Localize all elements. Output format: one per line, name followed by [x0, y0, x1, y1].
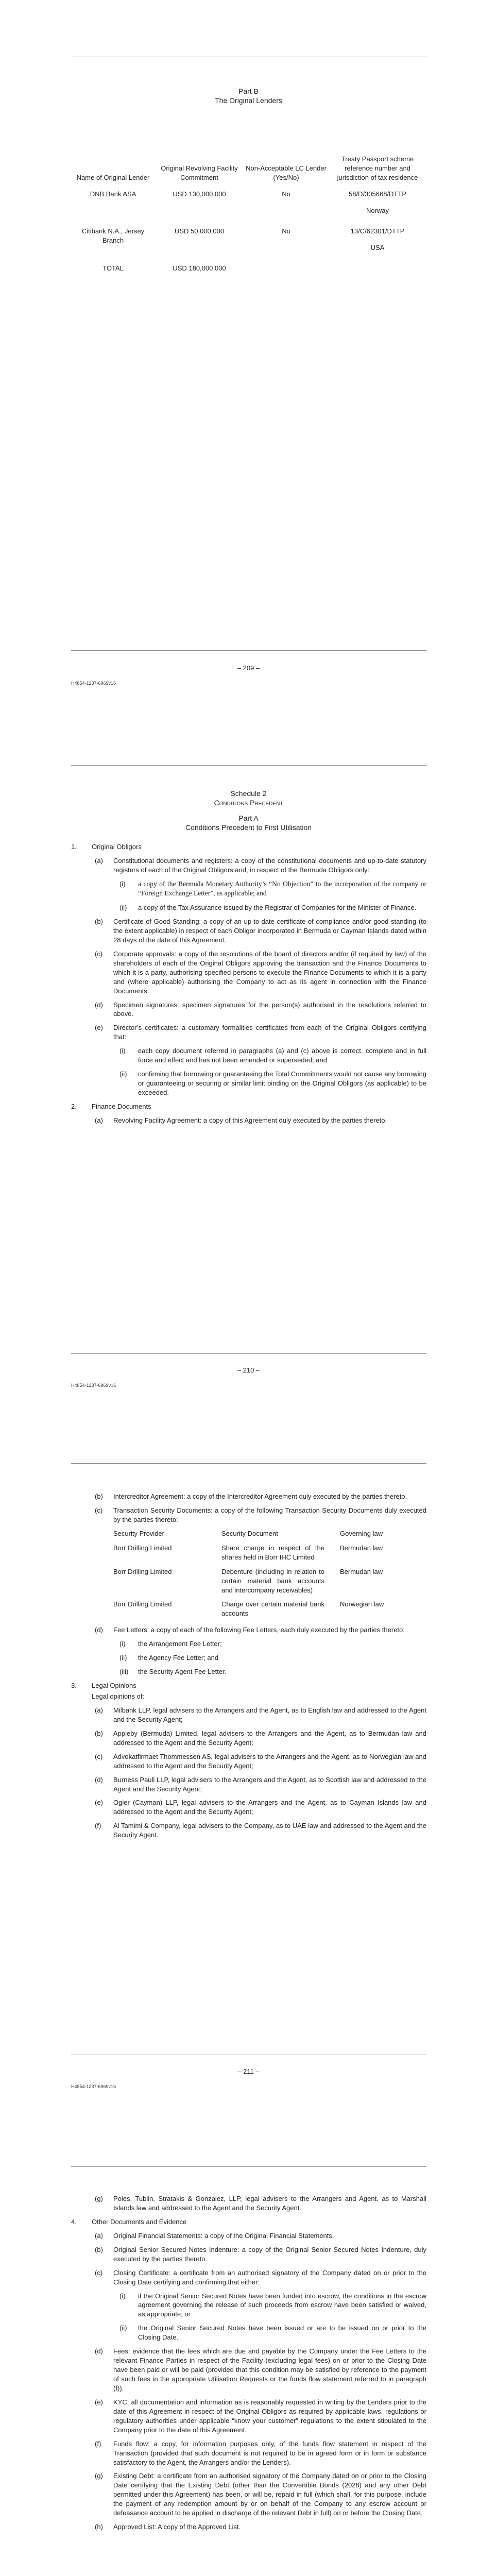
para-b [71, 1492, 426, 1501]
lender-name: DNB Bank ASA [90, 190, 136, 198]
page-211 [0, 1406, 497, 2110]
security-document: Charge over certain material bank accounts [221, 1600, 324, 1618]
subpara-label: (i) [119, 2292, 126, 2300]
page-top-rule [71, 2166, 426, 2167]
subpara-ii [71, 903, 426, 912]
para-h [71, 2522, 426, 2532]
clause-2 [71, 1102, 426, 1111]
para-text: Existing Debt: a certificate from an authorised signatory of the Company dated on or prior to the Closing Date certifying that the Existing Debt (other than the Convertible Bonds (2028) and any other Debt permitted under this Agreement) has been, or will be, repaid in full (which shall, for this purpose, include the payment of any redemption amount by or on behalf of the Company to any escrow account or defeasance account to be applied in discharge of the relevant Debt in full) on or before the Closing Date. [113, 2472, 426, 2517]
opinion-g [71, 2194, 426, 2213]
subpara-label: (i) [119, 1640, 126, 1648]
header-commitment: Original Revolving Facility Commitment [161, 164, 238, 182]
para-e [71, 1023, 426, 1042]
para-text: Original Financial Statements: a copy of the Original Financial Statements. [113, 2231, 334, 2240]
header-document: Security Document [221, 1529, 278, 1537]
subpara-label: (i) [119, 879, 126, 888]
para-label: (b) [95, 2245, 103, 2253]
para-text: Poles, Tublin, Stratakis & Gonzalez, LLP, legal advisers to the Arrangers and Agent, as to Marshall Islands law and addressed to the Agent and the Security Agent. [113, 2195, 426, 2212]
para-b [71, 2245, 426, 2264]
table-row [71, 190, 426, 227]
para-text: Director’s certificates: a customary formalities certificates from each of the Original Obligors certifying that: [113, 1024, 426, 1041]
page-210 [0, 703, 497, 1406]
table-row [113, 1567, 422, 1600]
para-text: Advokatfirmaet Thommessen AS, legal advisers to the Arrangers and the Agent, as to Norwegian law and addressed to the Agent and the Security Agent; [113, 1752, 426, 1770]
para-a [71, 856, 426, 875]
subpara-i [71, 879, 426, 899]
para-text: Closing Certificate: a certificate from an authorised signatory of the Company dated on or prior to the Closing Date certifying and confirming that either: [113, 2268, 426, 2286]
subpara-text: confirming that borrowing or guaranteeing the Total Commitments would not cause any borrowing or guaranteeing or securing or similar limit binding on the Original Obligors (as applicable) to be exceeded. [138, 1070, 426, 1096]
part-name: Conditions Precedent to First Utilisation [185, 823, 312, 832]
header-treaty-passport: Treaty Passport scheme reference number and jurisdiction of tax residence [337, 155, 418, 182]
clause-title: Finance Documents [92, 1102, 151, 1110]
total-label: TOTAL [102, 264, 124, 272]
page-top-rule [71, 1463, 426, 1464]
page-number: – 210 – [237, 1366, 260, 1374]
subpara-ii [71, 1070, 426, 1097]
doc-reference: H4854-1237-6969v16 [71, 681, 116, 686]
para-text: Original Senior Secured Notes Indenture: a copy of the Original Senior Secured Notes Indenture, duly executed by the parties thereto. [113, 2245, 426, 2263]
clause-title: Legal Opinions [92, 1682, 136, 1690]
lender-commitment: USD 50,000,000 [174, 227, 225, 235]
total-value: USD 180,000,000 [173, 264, 226, 272]
header-lc-lender: Non-Acceptable LC Lender (Yes/No) [246, 164, 327, 182]
subpara-text: the Security Agent Fee Letter. [138, 1668, 227, 1676]
para-label: (e) [95, 1024, 103, 1032]
para-d [71, 2347, 426, 2393]
para-label: (e) [95, 2398, 103, 2406]
para-label: (d) [95, 1001, 103, 1009]
para-label: (a) [95, 856, 103, 865]
page-bottom-rule [71, 1353, 426, 1354]
subpara-text: each copy document referred in paragraphs (a) and (c) above is correct, complete and in full force and effect and has not been amended or superseded; and [138, 1047, 426, 1064]
opinion-d [71, 1775, 426, 1794]
para-text: Revolving Facility Agreement: a copy of this Agreement duly executed by the parties thereto. [113, 1116, 387, 1124]
conditions-body [71, 842, 426, 1130]
tax-jurisdiction: Norway [366, 206, 389, 214]
para-text: Specimen signatures: specimen signatures for the person(s) authorised in the resolutions referred to above. [113, 1001, 426, 1018]
table-header-row [71, 123, 426, 190]
para-e [71, 2398, 426, 2435]
opinion-a [71, 1706, 426, 1724]
para-label: (c) [95, 1506, 103, 1514]
para-label: (g) [95, 2195, 103, 2202]
para-text: Al Tamimi & Company, legal advisers to the Company, as to UAE law and addressed to the Agent and the Security Agent. [113, 1822, 426, 1839]
para-text: KYC: all documentation and information as is reasonably requested in writing by the Lenders prior to the date of this Agreement in respect of the Original Obligors as required by applicable laws, regulations or regulatory authorities under applicable “know your customer” regulations to the extent stipulated to the Company prior to the date of this Agreement. [113, 2398, 426, 2434]
para-text: Transaction Security Documents: a copy of the following Transaction Security Documents duly executed by the parties thereto: [113, 1506, 426, 1523]
page-209 [0, 0, 497, 703]
para-text: Approved List: A copy of the Approved List. [113, 2523, 241, 2531]
conditions-body [71, 2194, 426, 2536]
part-title: Part B [238, 87, 259, 95]
header-law: Governing law [340, 1529, 383, 1537]
total-row [71, 264, 426, 273]
opinion-b [71, 1729, 426, 1748]
subpara-i [71, 2292, 426, 2319]
lender-lc: No [282, 190, 290, 198]
header-lender-name: Name of Original Lender [76, 174, 150, 182]
clause-number: 3. [71, 1682, 77, 1690]
tax-jurisdiction: USA [370, 243, 385, 251]
table-row [71, 227, 426, 264]
subpara-text: a copy of the Tax Assurance issued by the Registrar of Companies for the Minister of Finance. [138, 904, 417, 912]
opinion-f [71, 1821, 426, 1840]
para-label: (f) [95, 1822, 101, 1830]
para-label: (h) [95, 2523, 103, 2531]
subpara-i [71, 1639, 426, 1649]
clause-intro-text: Legal opinions of: [92, 1692, 144, 1700]
page-212 [0, 2110, 497, 2576]
para-label: (c) [95, 950, 103, 958]
subpara-text: if the Original Senior Secured Notes have been funded into escrow, the conditions in the escrow agreement governing the release of such proceeds from escrow have been satisfied or waived, as appropriate; or [138, 2292, 426, 2318]
para-label: (a) [95, 1706, 103, 1714]
doc-reference: H4854-1237-6969v16 [71, 1383, 116, 1388]
para-label: (e) [95, 1799, 103, 1807]
part-title: Part A [238, 814, 259, 822]
para-text: Intercreditor Agreement: a copy of the Intercreditor Agreement duly executed by the parties thereto. [113, 1493, 407, 1500]
para-text: Appleby (Bermuda) Limited, legal advisers to the Arrangers and the Agent, as to Bermudan law and addressed to the Agent and the Security Agent; [113, 1729, 426, 1747]
lender-name: Citibank N.A., Jersey Branch [81, 227, 145, 244]
security-documents-table [113, 1529, 422, 1624]
para-d [71, 1001, 426, 1019]
lender-tax [329, 190, 426, 227]
para-label: (d) [95, 1775, 103, 1784]
clause-title: Other Documents and Evidence [92, 2217, 187, 2226]
security-provider: Borr Drilling Limited [113, 1567, 172, 1575]
para-label: (d) [95, 1626, 103, 1634]
security-document: Debenture (including in relation to certain material bank accounts and intercompany receivables) [221, 1567, 324, 1594]
part-subtitle: The Original Lenders [215, 96, 282, 105]
page-number: – 211 – [237, 2067, 260, 2075]
subpara-label: (iii) [119, 1668, 129, 1676]
governing-law: Bermudan law [340, 1567, 383, 1575]
para-label: (f) [95, 2439, 101, 2448]
clause-title: Original Obligors [92, 843, 142, 851]
para-label: (d) [95, 2347, 103, 2355]
subpara-iii [71, 1667, 426, 1676]
subpara-i [71, 1046, 426, 1065]
subpara-ii [71, 2324, 426, 2342]
para-text: Burness Paull LLP, legal advisers to the Arrangers and the Agent, as to Scottish law and addressed to the Agent and the Security Agent; [113, 1775, 426, 1793]
opinion-c [71, 1752, 426, 1771]
para-text: Ogier (Cayman) LLP, legal advisers to the Arrangers and the Agent, as to Cayman Islands law and addressed to the Agent and the Security Agent; [113, 1799, 426, 1816]
page-number: – 209 – [237, 664, 260, 672]
subpara-ii [71, 1653, 426, 1663]
security-document: Share charge in respect of the shares held in Borr IHC Limited [221, 1544, 324, 1561]
para-label: (g) [95, 2472, 103, 2480]
original-lenders-table [71, 123, 426, 273]
para-text: Constitutional documents and registers: a copy of the constitutional documents and up-to-date statutory registers of each of the Original Obligors and, in respect of the Bermuda Obligors only: [113, 856, 426, 874]
para-c [71, 2268, 426, 2287]
para-label: (b) [95, 918, 103, 925]
para-a [71, 1116, 426, 1125]
lender-tax [329, 227, 426, 264]
clause-number: 4. [71, 2217, 77, 2226]
para-text: Certificate of Good Standing: a copy of an up-to-date certificate of compliance and/or good standing (to the extent applicable) in respect of each Obligor incorporated in Bermuda or Cayman Islands dated within 28 days of the date of this Agreement. [113, 918, 426, 944]
header-provider: Security Provider [113, 1529, 164, 1537]
subpara-label: (ii) [119, 1070, 127, 1078]
clause-number: 2. [71, 1102, 77, 1110]
table-row [113, 1544, 422, 1567]
subpara-label: (ii) [119, 904, 127, 912]
para-text: Funds flow: a copy, for information purposes only, of the funds flow statement in respect of the Transaction (provided that such document is not required to be in agreed form or in form or substance satisfactory to the Agent, the Arrangers and/or the Lenders). [113, 2439, 426, 2466]
schedule-name: Conditions Precedent [214, 799, 283, 807]
para-f [71, 2439, 426, 2467]
subpara-text: a copy of the Bermuda Monetary Authority’s “No Objection” to the incorporation of the company or “Foreign Exchange Letter”, as applicable; and [138, 879, 426, 897]
para-c [71, 1506, 426, 1524]
para-c [71, 950, 426, 996]
governing-law: Norwegian law [340, 1600, 384, 1608]
para-label: (a) [95, 2231, 103, 2240]
para-b [71, 917, 426, 945]
conditions-body [71, 1492, 426, 1844]
para-label: (c) [95, 1752, 103, 1760]
security-provider: Borr Drilling Limited [113, 1544, 172, 1552]
governing-law: Bermudan law [340, 1544, 383, 1552]
table-header-row [113, 1529, 422, 1544]
security-provider: Borr Drilling Limited [113, 1600, 172, 1608]
subpara-text: the Agency Fee Letter; and [138, 1654, 219, 1662]
clause-3 [71, 1681, 426, 1690]
para-label: (c) [95, 2268, 103, 2277]
subpara-text: the Original Senior Secured Notes have been issued or are to be issued on or prior to the Closing Date. [138, 2324, 426, 2342]
doc-reference: H4854-1237-6969v16 [71, 2084, 116, 2089]
para-text: Milbank LLP, legal advisers to the Arrangers and the Agent, as to English law and addressed to the Agent and the Security Agent; [113, 1706, 426, 1723]
clause-1 [71, 842, 426, 852]
page-bottom-rule [71, 650, 426, 651]
para-label: (a) [95, 1116, 103, 1124]
page-top-rule [71, 765, 426, 766]
para-a [71, 2231, 426, 2241]
tax-ref: 58/D/305668/DTTP [348, 190, 406, 198]
subpara-label: (i) [119, 1047, 126, 1055]
schedule-title: Schedule 2 [230, 789, 267, 798]
para-label: (b) [95, 1493, 103, 1500]
para-text: Fees: evidence that the fees which are due and payable by the Company under the Fee Letters to the relevant Finance Parties in respect of the Facility (excluding legal fees) on or prior to the Closing Date have been paid or will be paid (provided that this condition may be satisfied by reference to the payment of such fees in the appropriate Utilisation Requests or the funds flow statement referred to in paragraph (f)). [113, 2347, 426, 2392]
subpara-label: (ii) [119, 1654, 127, 1662]
clause-4 [71, 2217, 426, 2227]
para-text: Fee Letters: a copy of each of the following Fee Letters, each duly executed by the parties thereto: [113, 1626, 405, 1634]
clause-intro [71, 1692, 426, 1701]
table-row [113, 1600, 422, 1623]
opinion-e [71, 1798, 426, 1817]
lender-lc: No [282, 227, 290, 235]
clause-number: 1. [71, 843, 77, 851]
subpara-label: (ii) [119, 2324, 127, 2332]
subpara-text: the Arrangement Fee Letter; [138, 1640, 222, 1648]
para-g [71, 2471, 426, 2518]
lender-commitment: USD 130,000,000 [173, 190, 226, 198]
tax-ref: 13/C/62301/DTTP [350, 227, 405, 235]
para-label: (b) [95, 1729, 103, 1737]
para-d [71, 1625, 426, 1635]
para-text: Corporate approvals: a copy of the resolutions of the board of directors and/or (if required by law) of the shareholders of each of the Original Obligors approving the transaction and the Finance Documents to which it is a party, authorising specified persons to execute the Finance Documents to which it is a party and (where applicable) authorising the Company to act as its agent in connection with the Finance Documents. [113, 950, 426, 995]
